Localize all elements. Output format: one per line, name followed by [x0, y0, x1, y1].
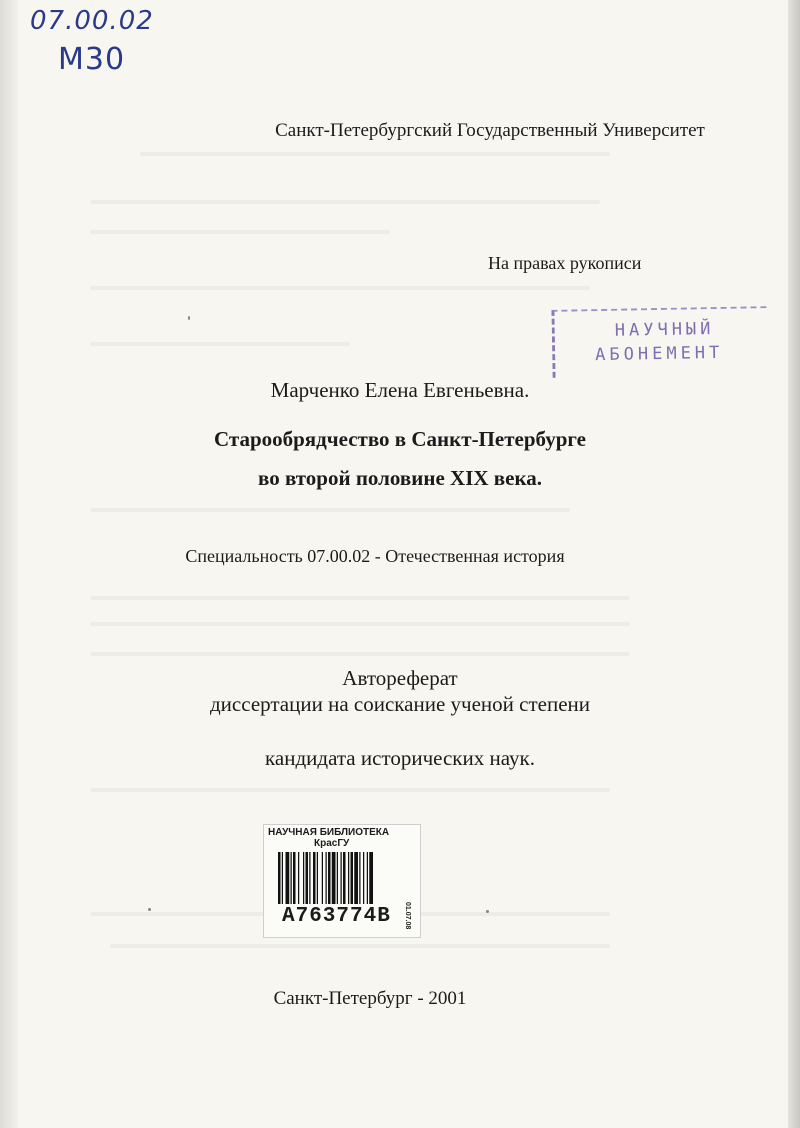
bleed-through [90, 622, 630, 626]
stamp-line-1: НАУЧНЫЙ [614, 319, 715, 341]
stamp-line-2: АБОНЕМЕНТ [595, 342, 724, 366]
abstract-subheading: диссертации на соискание ученой степени [210, 692, 590, 716]
handwritten-code: 07.00.02 [30, 6, 154, 36]
bleed-through [90, 342, 350, 346]
scan-edge-right [788, 0, 800, 1128]
speciality: Специальность 07.00.02 - Отечественная история [185, 546, 565, 566]
author-name: Марченко Елена Евгеньевна. [270, 378, 530, 402]
library-stamp [551, 306, 767, 378]
abstract-heading: Автореферат [342, 666, 458, 690]
scan-speck [486, 910, 489, 913]
university-name: Санкт-Петербургский Государственный Университет [275, 120, 705, 141]
library-barcode-label [263, 824, 421, 938]
degree-name: кандидата исторических наук. [265, 746, 535, 770]
barcode-subheader: КрасГУ [314, 838, 350, 849]
bleed-through [90, 596, 630, 600]
city-and-year: Санкт-Петербург - 2001 [273, 988, 467, 1009]
bleed-through [90, 508, 570, 512]
label-date: 01.07.08 [404, 902, 411, 930]
handwritten-mark: М30 [58, 42, 126, 77]
dissertation-title-line-1: Старообрядчество в Санкт-Петербурге [213, 427, 586, 451]
barcode-header: НАУЧНАЯ БИБЛИОТЕКА [268, 827, 390, 838]
bleed-through [90, 200, 600, 204]
bleed-through [90, 230, 390, 234]
barcode-icon [278, 852, 406, 904]
manuscript-rights-note: На правах рукописи [488, 253, 642, 273]
bleed-through [90, 652, 630, 656]
bleed-through [110, 944, 610, 948]
dissertation-title-line-2: во второй половине XIX века. [258, 466, 542, 490]
bleed-through [90, 286, 590, 290]
scan-speck [188, 316, 190, 320]
bleed-through [90, 788, 610, 792]
inventory-number: A763774B [282, 905, 391, 928]
bleed-through [140, 152, 610, 156]
scan-speck [148, 908, 151, 911]
